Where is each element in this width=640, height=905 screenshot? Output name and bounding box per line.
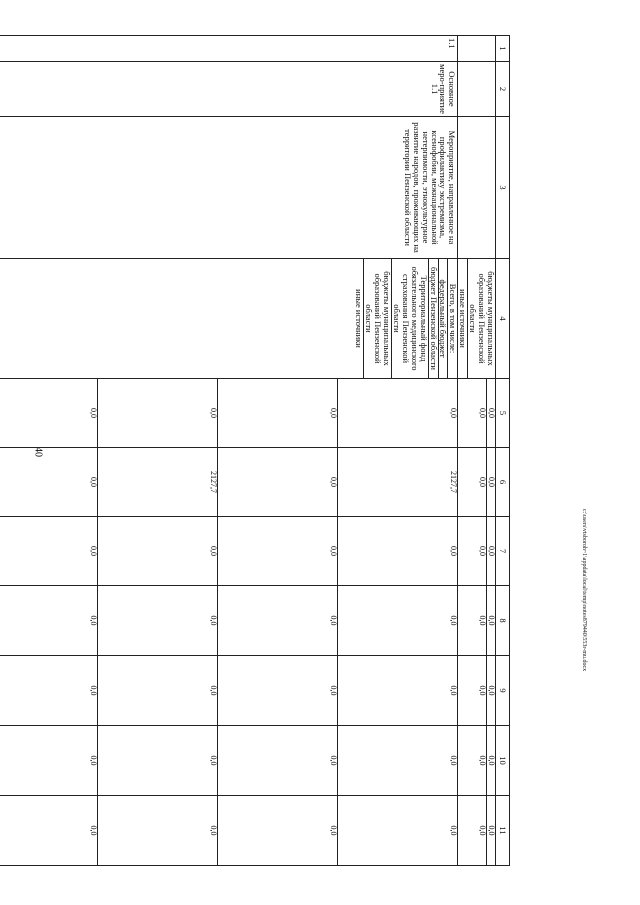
funding-source-label: Всего, в том числе: — [448, 283, 459, 354]
value: 0,0 — [0, 726, 98, 795]
value: 0,0 — [218, 796, 338, 865]
value-cell — [458, 656, 496, 726]
header-cell: 7 — [496, 517, 510, 586]
funding-source-label: федеральный бюджет — [439, 259, 449, 378]
value: 0,0 — [218, 517, 338, 585]
value: 0,0 — [218, 656, 338, 725]
value: 2127,7 — [449, 471, 459, 493]
value: 0,0 — [449, 825, 459, 836]
value: 0,0 — [0, 656, 98, 725]
value: 0,0 — [98, 379, 218, 447]
footer-file-path: c:\users\vtsboroh~1\appdata\local\temp\notes879440\553r-mu.docx — [581, 508, 587, 672]
rotated-table-container — [89, 35, 510, 865]
page-number: 40 — [32, 447, 44, 457]
value: 0,0 — [449, 685, 459, 696]
value: 0,0 — [449, 546, 459, 556]
table-body — [0, 36, 496, 866]
section-number-cell: 1.1 — [0, 36, 458, 62]
header-cell: 4 — [496, 259, 510, 379]
value: 2127,7 — [98, 448, 218, 516]
budget-table — [0, 35, 510, 866]
value: 0,0 — [487, 685, 497, 696]
header-cell: 10 — [496, 726, 510, 796]
value-cell — [0, 796, 458, 866]
value-cell — [458, 726, 496, 796]
value-cell — [458, 517, 496, 586]
value: 0,0 — [0, 448, 98, 516]
section-title-cell — [458, 117, 496, 259]
value: 0,0 — [218, 586, 338, 655]
section-type-cell — [458, 62, 496, 117]
value: 0,0 — [449, 615, 459, 626]
value: 0,0 — [98, 796, 218, 865]
value-cell — [458, 448, 496, 517]
section-title-cell: Мероприятие, направленное на профилактику экстремизма, ксенофобии, межнациональной нетерпимости, этнокультурное развитие народов, проживающих на территории Пензенской области — [0, 117, 458, 259]
value: 0,0 — [477, 448, 486, 516]
value: 0,0 — [477, 726, 486, 795]
section-number-cell — [458, 36, 496, 62]
value: 0,0 — [98, 656, 218, 725]
value: 0,0 — [487, 825, 497, 836]
funding-source-label: бюджеты муниципальных образований Пензенской области — [468, 271, 497, 366]
continuation-row — [458, 36, 496, 866]
value-cell — [0, 379, 458, 448]
header-cell: 3 — [496, 117, 510, 259]
funding-source-label: бюджет Пензенской области — [429, 259, 439, 378]
value-cell — [458, 586, 496, 656]
value: 0,0 — [487, 615, 497, 626]
funding-source-label: бюджеты муниципальных образований Пензенской области — [364, 259, 392, 378]
value: 0,0 — [0, 379, 98, 447]
value: 0,0 — [0, 796, 98, 865]
value-cell — [0, 656, 458, 726]
value: 0,0 — [0, 517, 98, 585]
value: 0,0 — [218, 379, 338, 447]
value-cell — [458, 796, 496, 866]
value: 0,0 — [477, 517, 486, 585]
value-cell — [0, 586, 458, 656]
value: 0,0 — [98, 517, 218, 585]
value: 0,0 — [487, 408, 497, 418]
header-cell: 11 — [496, 796, 510, 866]
header-cell: 8 — [496, 586, 510, 656]
value: 0,0 — [487, 546, 497, 556]
value: 0,0 — [487, 755, 497, 766]
value: 0,0 — [477, 796, 486, 865]
value: 0,0 — [477, 379, 486, 447]
value-cell — [458, 379, 496, 448]
value: 0,0 — [98, 726, 218, 795]
header-cell: 6 — [496, 448, 510, 517]
header-cell: 9 — [496, 656, 510, 726]
funding-source-cell — [0, 259, 458, 379]
section-type-cell: Основное меро-приятие 1.1 — [0, 62, 458, 117]
funding-source-cell — [458, 259, 496, 379]
funding-source-label: Территориальный фонд обязательного медицинского страхования Пензенской области — [392, 259, 429, 378]
header-cell: 5 — [496, 379, 510, 448]
value-cell — [0, 517, 458, 586]
section-row — [0, 36, 458, 866]
header-row — [496, 36, 510, 866]
value: 0,0 — [477, 586, 486, 655]
value-cell — [0, 726, 458, 796]
value: 0,0 — [218, 448, 338, 516]
value-cell — [0, 448, 458, 517]
value: 0,0 — [0, 586, 98, 655]
value: 0,0 — [218, 726, 338, 795]
value: 0,0 — [449, 755, 459, 766]
header-cell: 1 — [496, 36, 510, 62]
value: 0,0 — [477, 656, 486, 725]
value: 0,0 — [487, 477, 497, 487]
value: 0,0 — [449, 408, 459, 418]
value: 0,0 — [98, 586, 218, 655]
funding-source-label: иные источники — [354, 259, 364, 378]
header-cell: 2 — [496, 62, 510, 117]
funding-source-label: иные источники — [458, 259, 468, 378]
